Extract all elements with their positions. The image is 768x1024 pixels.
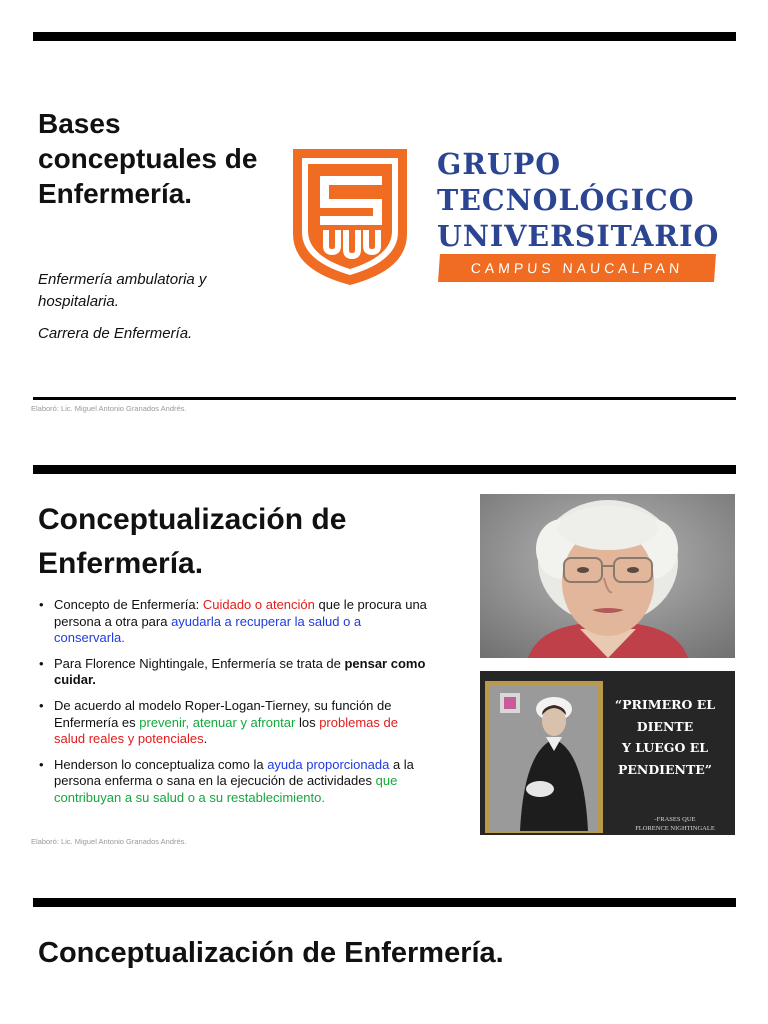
slide2-footer: Elaboró: Lic. Miguel Antonio Granados Andrés. xyxy=(31,837,187,846)
slide1-bottom-bar xyxy=(33,397,736,400)
slide3-top-bar xyxy=(33,898,736,907)
nightingale-quote-text: “PRIMERO EL DIENTE Y LUEGO EL PENDIENTE” xyxy=(614,697,716,777)
gtu-shield-logo xyxy=(290,146,410,288)
nurse-theorist-portrait xyxy=(480,494,735,658)
logo-line-universitario: UNIVERSITARIO xyxy=(437,219,720,253)
slide1-footer: Elaboró: Lic. Miguel Antonio Granados Andrés. xyxy=(31,404,187,413)
logo-line-tecnologico: TECNOLÓGICO xyxy=(437,183,695,217)
bullet-henderson: • Henderson lo conceptualiza como la ayuda proporcionada a la persona enferma o sana en la ejecución de actividades que contribuyan a su salud o a su restablecimiento. xyxy=(36,757,432,807)
slide1-career: Carrera de Enfermería. xyxy=(38,325,193,342)
slide1-subtitle: Enfermería ambulatoria y hospitalaria. xyxy=(38,271,207,310)
slide2-top-bar xyxy=(33,465,736,474)
quote-source: -FRASES QUE FLORENCE NIGHTINGALE xyxy=(635,816,715,832)
logo-line-grupo: GRUPO xyxy=(437,147,562,181)
concept-bullet-list xyxy=(36,597,432,816)
logo-campus-banner: CAMPUS NAUCALPAN xyxy=(438,254,716,282)
slide3-title: Conceptualización de Enfermería. xyxy=(38,937,504,969)
slide2-title: Conceptualización de Enfermería. xyxy=(38,503,347,580)
slide1-title: Bases conceptuales de Enfermería. xyxy=(38,108,258,209)
bullet-nightingale: • Para Florence Nightingale, Enfermería se trata de pensar como cuidar. xyxy=(36,656,432,689)
bullet-concepto: • Concepto de Enfermería: Cuidado o atención que le procura una persona a otra para ayudarla a recuperar la salud o a conservarla. xyxy=(36,597,432,647)
bullet-roper-logan-tierney: • De acuerdo al modelo Roper-Logan-Tierney, su función de Enfermería es prevenir, atenuar y afrontar los problemas de salud reales y potenciales. xyxy=(36,698,432,748)
slide1-top-bar xyxy=(33,32,736,41)
